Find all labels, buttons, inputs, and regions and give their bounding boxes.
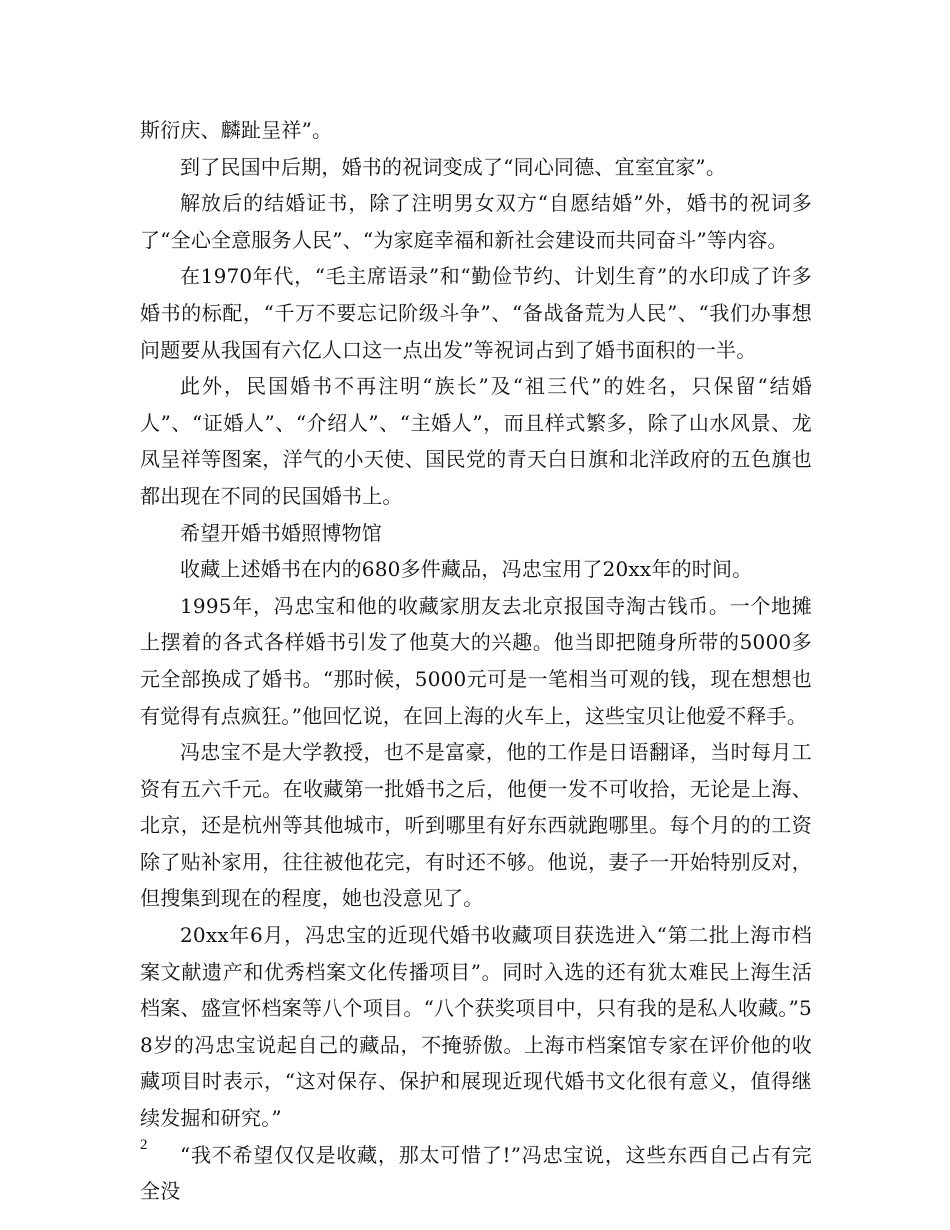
paragraph-2: 到了民国中后期，婚书的祝词变成了“同心同德、宜室宜家”。 [180, 154, 727, 179]
paragraph-11: “我不希望仅仅是收藏，那太可惜了!”冯忠宝说，这些东西自己占有完全没 [140, 1142, 812, 1204]
paragraph-4: 在1970年代，“毛主席语录”和“勤俭节约、计划生育”的水印成了许多婚书的标配，“千万不要忘记阶级斗争”、“备战备荒为人民”、“我们办事想问题要从我国有六亿人口这一点出发”等祝词占到了婚书面积的一半。 [140, 264, 812, 362]
paragraph-1: 斯衍庆、麟趾呈祥”。 [140, 118, 333, 142]
paragraph-9: 冯忠宝不是大学教授，也不是富豪，他的工作是日语翻译，当时每月工资有五六千元。在收藏第一批婚书之后，他便一发不可收拾，无论是上海、北京，还是杭州等其他城市，听到哪里有好东西就跑哪里。每个月的的工资除了贴补家用，往往被他花完，有时还不够。他说，妻子一开始特别反对，但搜集到现在的程度，她也没意见了。 [140, 740, 812, 911]
paragraph-8: 1995年，冯忠宝和他的收藏家朋友去北京报国寺淘古钱币。一个地摊上摆着的各式各样婚书引发了他莫大的兴趣。他当即把随身所带的5000多元全部换成了婚书。“那时候，5000元可是一笔相当可观的钱，现在想想也有觉得有点疯狂。”他回忆说，在回上海的火车上，这些宝贝让他爱不释手。 [140, 593, 812, 728]
page-body [140, 112, 812, 1210]
paragraph-7: 收藏上述婚书在内的680多件藏品，冯忠宝用了20xx年的时间。 [180, 557, 753, 582]
paragraph-3: 解放后的结婚证书，除了注明男女双方“自愿结婚”外，婚书的祝词多了“全心全意服务人民”、“为家庭幸福和新社会建设而共同奋斗”等内容。 [140, 191, 812, 252]
section-heading: 希望开婚书婚照博物馆 [180, 520, 382, 545]
paragraph-5: 此外，民国婚书不再注明“族长”及“祖三代”的姓名，只保留“结婚人”、“证婚人”、“介绍人”、“主婚人”，而且样式繁多，除了山水风景、龙凤呈祥等图案，洋气的小天使、国民党的青天白日旗和北洋政府的五色旗也都出现在不同的民国婚书上。 [140, 374, 812, 508]
page-number: 2 [140, 1137, 148, 1153]
paragraph-10: 20xx年6月，冯忠宝的近现代婚书收藏项目获选进入“第二批上海市档案文献遗产和优秀档案文化传播项目”。同时入选的还有犹太难民上海生活档案、盛宣怀档案等八个项目。“八个获奖项目中，只有我的是私人收藏。”58岁的冯忠宝说起自己的藏品，不掩骄傲。上海市档案馆专家在评价他的收藏项目时表示，“这对保存、保护和展现近现代婚书文化很有意义，值得继续发掘和研究。” [140, 923, 812, 1131]
